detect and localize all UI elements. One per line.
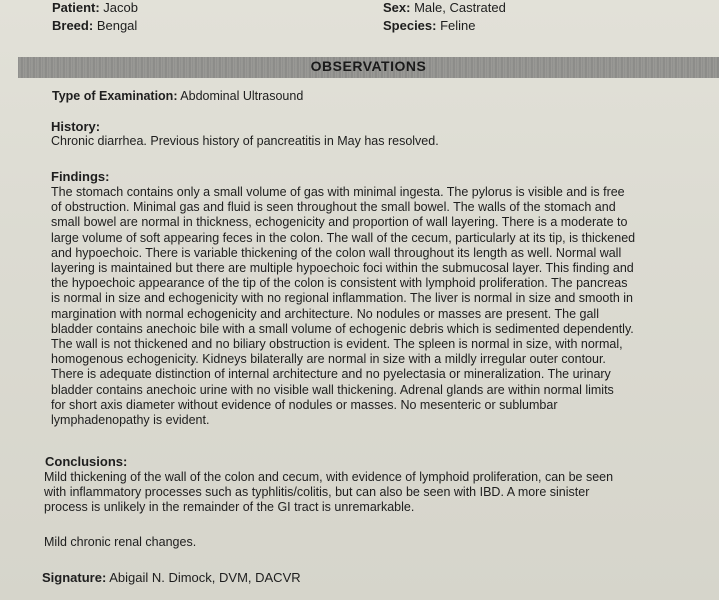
patient-value: Jacob bbox=[103, 0, 138, 15]
conclusions-line: process is unlikely in the remainder of the GI tract is unremarkable. bbox=[44, 500, 415, 515]
history-text: Chronic diarrhea. Previous history of pancreatitis in May has resolved. bbox=[51, 134, 439, 148]
species-label: Species: bbox=[383, 18, 437, 33]
patient-row bbox=[52, 0, 138, 16]
findings-line: The wall is not thickened and no biliary obstruction is evident. The spleen is normal in size, with normal, bbox=[51, 337, 623, 352]
findings-line: large volume of soft appearing feces in the colon. The wall of the cecum, particularly at its tip, is thickened bbox=[51, 230, 636, 245]
findings-heading: Findings: bbox=[51, 169, 110, 184]
conclusions-text bbox=[44, 470, 613, 516]
conclusions-heading: Conclusions: bbox=[45, 454, 128, 469]
sex-value: Male, Castrated bbox=[414, 0, 506, 15]
findings-line: lymphadenopathy is evident. bbox=[51, 413, 210, 428]
conclusions-line: Mild thickening of the wall of the colon and cecum, with evidence of lymphoid proliferation, can be seen bbox=[44, 470, 614, 484]
findings-line: bladder contains anechoic bile with a small volume of echogenic debris which is sedimented dependently. bbox=[51, 321, 634, 336]
findings-line: for short axis diameter without evidence of nodules or masses. No mesenteric or sublumbar bbox=[51, 397, 558, 412]
signature-label: Signature: bbox=[42, 570, 107, 585]
findings-line: homogenous echogenicity. Kidneys bilaterally are normal in size with a mildly irregular outer contour. bbox=[51, 352, 606, 367]
history-heading: History: bbox=[51, 119, 101, 134]
patient-label: Patient: bbox=[52, 0, 100, 15]
findings-line: margination with normal echogenicity and architecture. No nodules or masses are present. The gall bbox=[51, 306, 599, 321]
findings-line: bladder contains anechoic urine with no visible wall thickening. Adrenal glands are within normal limits bbox=[51, 382, 614, 397]
exam-label: Type of Examination: bbox=[52, 89, 178, 103]
species-value: Feline bbox=[440, 18, 476, 33]
findings-line: There is adequate distinction of internal architecture and no pyelectasia or mineralization. The urinary bbox=[51, 367, 611, 382]
renal-note: Mild chronic renal changes. bbox=[44, 535, 197, 549]
breed-label: Breed: bbox=[52, 18, 94, 33]
findings-line: the hypoechoic appearance of the tip of the colon is consistent with lymphoid proliferation. The pancreas bbox=[51, 276, 628, 291]
findings-line: of obstruction. Minimal gas and fluid is seen throughout the small bowel. The walls of the stomach and bbox=[51, 200, 616, 215]
species-row bbox=[383, 18, 476, 34]
findings-line: small bowel are normal in thickness, echogenicity and proportion of wall layering. There is a moderate to bbox=[51, 215, 628, 230]
signature-value: Abigail N. Dimock, DVM, DACVR bbox=[109, 570, 301, 585]
exam-row bbox=[52, 89, 303, 104]
breed-row bbox=[52, 18, 137, 34]
exam-value: Abdominal Ultrasound bbox=[180, 89, 304, 103]
signature-row bbox=[42, 570, 301, 585]
findings-line: The stomach contains only a small volume of gas with minimal ingesta. The pylorus is visible and is free bbox=[51, 185, 625, 199]
findings-text bbox=[51, 185, 635, 428]
section-title: OBSERVATIONS bbox=[310, 58, 427, 74]
breed-value: Bengal bbox=[96, 18, 138, 33]
observations-band bbox=[18, 57, 719, 78]
findings-line: layering is maintained but there are multiple hypoechoic foci within the submucosal layer. This finding and bbox=[51, 261, 634, 276]
sex-label: Sex: bbox=[383, 0, 411, 15]
findings-line: is normal in size and echogenicity with no regional inflammation. The liver is normal in size and smooth in bbox=[51, 291, 633, 306]
sex-row bbox=[383, 0, 506, 16]
conclusions-line: with inflammatory processes such as typhlitis/colitis, but can also be seen with IBD. A more sinister bbox=[44, 485, 590, 500]
findings-line: and hypoechoic. There is variable thickening of the colon wall throughout its length as well. Normal wall bbox=[51, 245, 622, 260]
